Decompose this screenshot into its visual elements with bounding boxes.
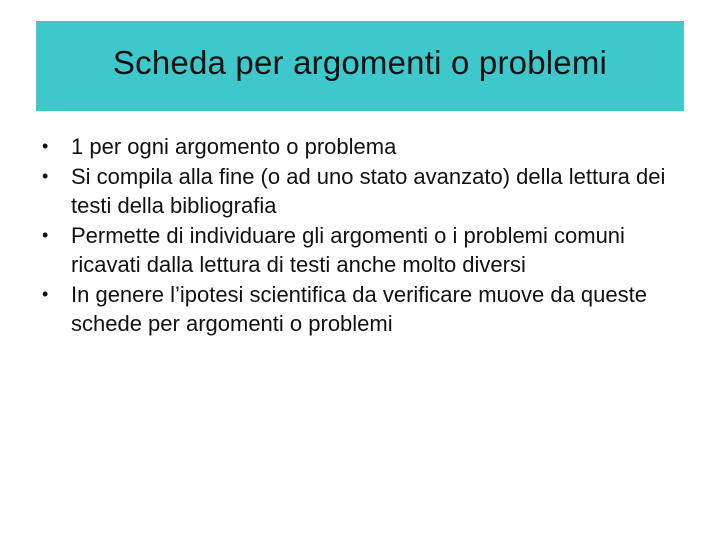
bullet-item: [42, 162, 692, 221]
bullet-item: [42, 132, 692, 162]
title-banner: [36, 21, 684, 111]
bullet-text: Permette di individuare gli argomenti o i problemi comuni ricavati dalla lettura di testi anche molto diversi: [71, 222, 625, 277]
bullet-item: [42, 280, 692, 339]
bullet-list: [42, 132, 692, 339]
bullet-text: In genere l’ipotesi scientifica da verificare muove da queste schede per argomenti o problemi: [71, 281, 647, 336]
slide-title: Scheda per argomenti o problemi: [112, 44, 608, 81]
bullet-item: [42, 221, 692, 280]
bullet-marker: •: [42, 283, 49, 304]
bullet-text: Si compila alla fine (o ad uno stato avanzato) della lettura dei testi della bibliografia: [71, 163, 666, 218]
bullet-marker: •: [42, 224, 49, 245]
bullet-marker: •: [42, 136, 49, 156]
bullet-text: 1 per ogni argomento o problema: [71, 134, 397, 159]
bullet-marker: •: [42, 165, 49, 186]
